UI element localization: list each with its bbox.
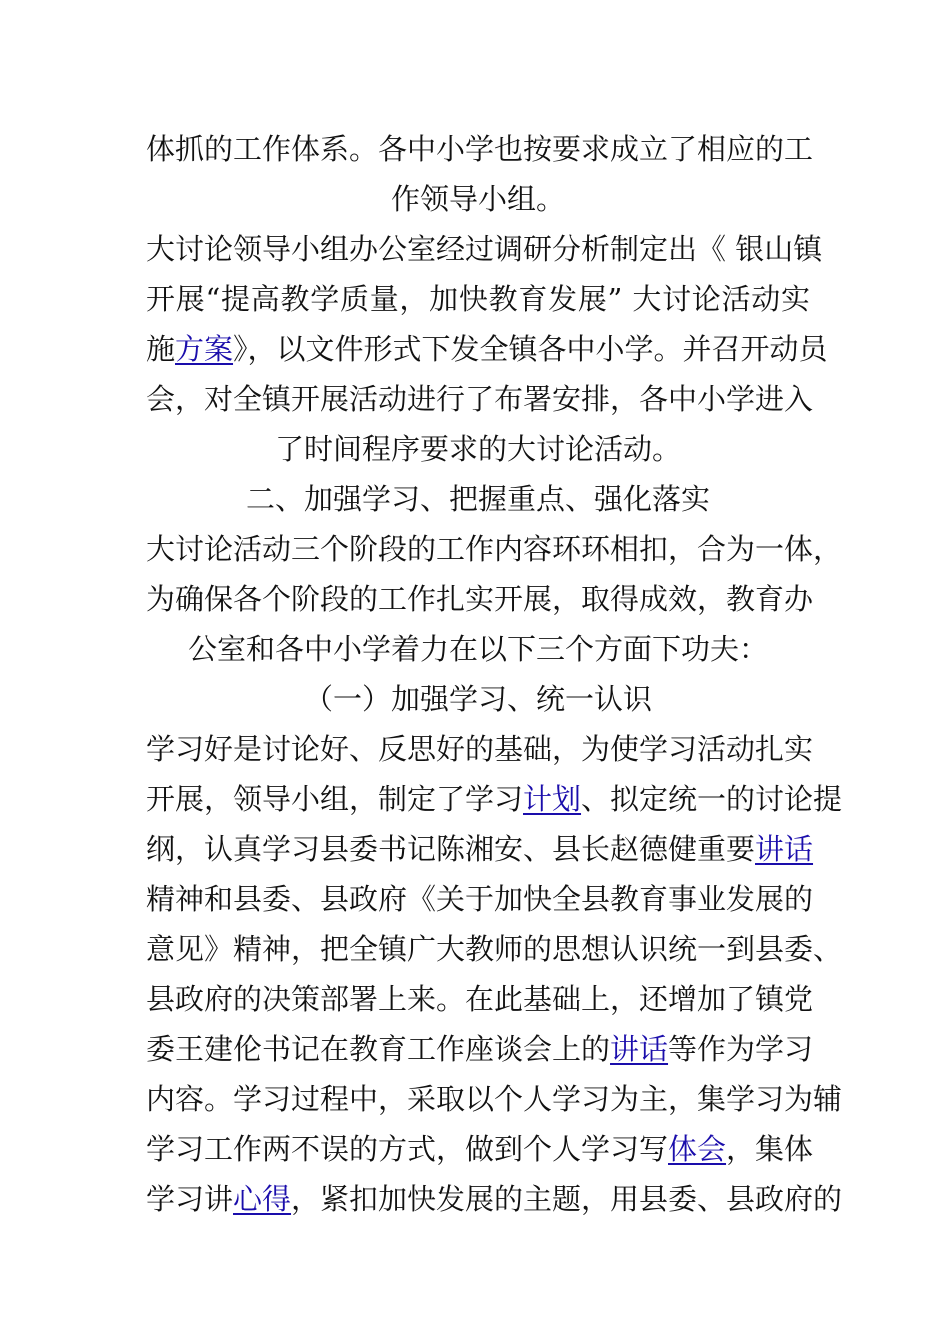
text-line: 学习好是讨论好、反思好的基础，为使学习活动扎实 (146, 732, 814, 766)
text-line: 县政府的决策部署上来。在此基础上，还增加了镇党 (146, 982, 814, 1016)
text-line: 大讨论活动三个阶段的工作内容环环相扣，合为一体， (146, 532, 843, 566)
text-line (146, 1174, 843, 1224)
link-fangan[interactable]: 方案 (175, 332, 234, 366)
text-line: 作领导小组。 (390, 182, 565, 216)
text-line: 大讨论领导小组办公室经过调研分析制定出《 银山镇 (146, 232, 823, 266)
text-line (146, 1124, 814, 1174)
link-jihua[interactable]: 计划 (523, 782, 582, 816)
text-segment: 学习讲 (146, 1182, 234, 1216)
text-line (146, 774, 843, 824)
link-jianghua[interactable]: 讲话 (755, 832, 814, 866)
text-line: 开展“提高教学质量，加快教育发展” 大讨论活动实 (146, 282, 810, 316)
text-segment: 学习工作两不误的方式，做到个人学习写 (146, 1132, 669, 1166)
text-line: 意见》精神，把全镇广大教师的思想认识统一到县委、 (146, 932, 843, 966)
text-segment: ，集体 (726, 1132, 814, 1166)
text-line: 体抓的工作体系。各中小学也按要求成立了相应的工 (146, 132, 814, 166)
text-line (146, 824, 814, 874)
text-segment: 纲，认真学习县委书记陈湘安、县长赵德健重要 (146, 832, 756, 866)
text-line: 了时间程序要求的大讨论活动。 (274, 432, 681, 466)
text-segment: 施 (146, 332, 176, 366)
subsection-heading: （一）加强学习、统一认识 (303, 682, 652, 716)
text-segment: 开展，领导小组，制定了学习 (146, 782, 524, 816)
text-line (146, 1024, 814, 1074)
text-segment: 、拟定统一的讨论提 (581, 782, 843, 816)
link-jianghua-2[interactable]: 讲话 (610, 1032, 669, 1066)
link-tihui[interactable]: 体会 (668, 1132, 727, 1166)
text-line: 内容。学习过程中，采取以个人学习为主，集学习为辅 (146, 1082, 843, 1116)
text-line (146, 324, 828, 374)
text-segment: 等作为学习 (668, 1032, 814, 1066)
text-line: 公室和各中小学着力在以下三个方面下功夫： (187, 632, 768, 666)
link-xinde[interactable]: 心得 (233, 1182, 292, 1216)
text-segment: 委王建伦书记在教育工作座谈会上的 (146, 1032, 611, 1066)
text-line: 会，对全镇开展活动进行了布署安排，各中小学进入 (146, 382, 814, 416)
text-line: 精神和县委、县政府《关于加快全县教育事业发展的 (146, 882, 814, 916)
text-line: 为确保各个阶段的工作扎实开展，取得成效，教育办 (146, 582, 814, 616)
text-segment: 》，以文件形式下发全镇各中小学。并召开动员 (233, 332, 828, 366)
section-heading: 二、加强学习、把握重点、强化落实 (245, 482, 710, 516)
text-segment: ，紧扣加快发展的主题，用县委、县政府的 (291, 1182, 843, 1216)
